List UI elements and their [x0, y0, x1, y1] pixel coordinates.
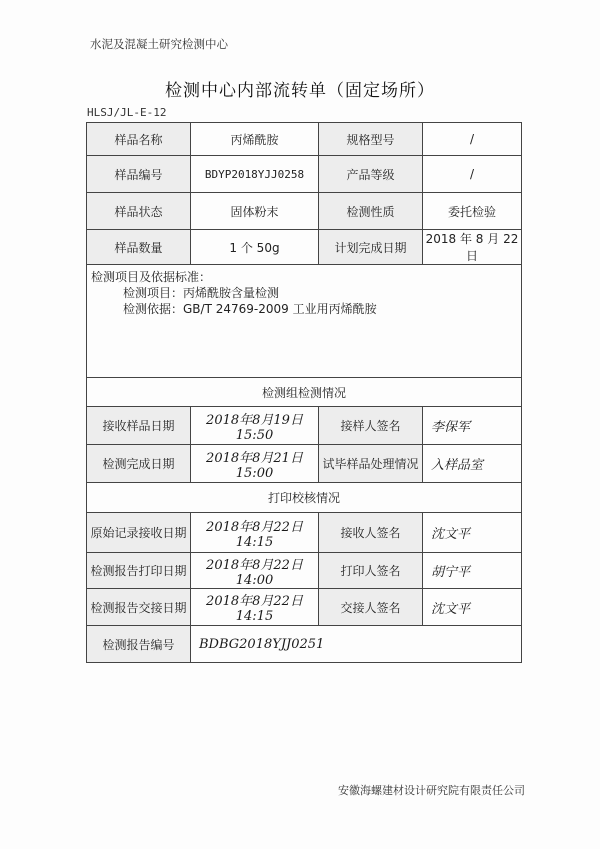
row-sample-name — [87, 123, 522, 156]
row-sample-id — [87, 156, 522, 193]
disposal-label: 试毕样品处理情况 — [319, 445, 423, 483]
printer-sign-label: 打印人签名 — [319, 553, 423, 589]
spec-value: / — [423, 123, 522, 156]
nature-label: 检测性质 — [319, 193, 423, 230]
state-value: 固体粉末 — [191, 193, 319, 230]
plan-date-label: 计划完成日期 — [319, 230, 423, 265]
test-items-section — [87, 265, 522, 378]
sample-name-label: 样品名称 — [87, 123, 191, 156]
plan-date-value: 2018 年 8 月 22 日 — [423, 230, 522, 265]
lab-section-heading: 检测组检测情况 — [87, 378, 522, 407]
row-sample-state — [87, 193, 522, 230]
print-section-heading: 打印校核情况 — [87, 483, 522, 513]
grade-label: 产品等级 — [319, 156, 423, 193]
footer-company: 安徽海螺建材设计研究院有限责任公司 — [338, 784, 525, 797]
qty-label: 样品数量 — [87, 230, 191, 265]
row-handover — [87, 589, 522, 626]
receiver-signature: 李保军 — [423, 407, 522, 445]
finish-date-label: 检测完成日期 — [87, 445, 191, 483]
row-finish — [87, 445, 522, 483]
row-lab-heading — [87, 378, 522, 407]
report-no-label: 检测报告编号 — [87, 626, 191, 663]
printer-signature: 胡宁平 — [423, 553, 522, 589]
handover-sign-label: 交接人签名 — [319, 589, 423, 626]
row-print-heading — [87, 483, 522, 513]
row-report-no — [87, 626, 522, 663]
receiver-sign-label: 接样人签名 — [319, 407, 423, 445]
org-name: 水泥及混凝土研究检测中心 — [90, 37, 228, 51]
row-receive — [87, 407, 522, 445]
nature-value: 委托检验 — [423, 193, 522, 230]
orig-record-date-value: 2018年8月22日14:15 — [191, 513, 319, 553]
transfer-form — [86, 122, 522, 663]
sample-id-value: BDYP2018YJJ0258 — [191, 156, 319, 193]
orig-record-date-label: 原始记录接收日期 — [87, 513, 191, 553]
qty-value: 1 个 50g — [191, 230, 319, 265]
test-item: 检测项目：丙烯酰胺含量检测 — [123, 286, 280, 300]
recv-sign-label: 接收人签名 — [319, 513, 423, 553]
print-date-label: 检测报告打印日期 — [87, 553, 191, 589]
disposal-value: 入样品室 — [423, 445, 522, 483]
row-print-date — [87, 553, 522, 589]
handover-date-label: 检测报告交接日期 — [87, 589, 191, 626]
spec-label: 规格型号 — [319, 123, 423, 156]
row-test-items — [87, 265, 522, 378]
handover-signature: 沈文平 — [423, 589, 522, 626]
form-code: HLSJ/JL-E-12 — [87, 106, 167, 119]
receive-date-value: 2018年8月19日15:50 — [191, 407, 319, 445]
grade-value: / — [423, 156, 522, 193]
receive-date-label: 接收样品日期 — [87, 407, 191, 445]
test-items-heading: 检测项目及依据标准： — [91, 270, 212, 284]
sample-id-label: 样品编号 — [87, 156, 191, 193]
test-basis: 检测依据：GB/T 24769-2009 工业用丙烯酰胺 — [123, 302, 377, 316]
state-label: 样品状态 — [87, 193, 191, 230]
finish-date-value: 2018年8月21日15:00 — [191, 445, 319, 483]
row-orig-record — [87, 513, 522, 553]
handover-date-value: 2018年8月22日14:15 — [191, 589, 319, 626]
page-title: 检测中心内部流转单（固定场所） — [165, 81, 435, 101]
print-date-value: 2018年8月22日14:00 — [191, 553, 319, 589]
recv-signature: 沈文平 — [423, 513, 522, 553]
row-sample-qty — [87, 230, 522, 265]
report-no-value: BDBG2018YJJ0251 — [191, 626, 522, 663]
sample-name-value: 丙烯酰胺 — [191, 123, 319, 156]
